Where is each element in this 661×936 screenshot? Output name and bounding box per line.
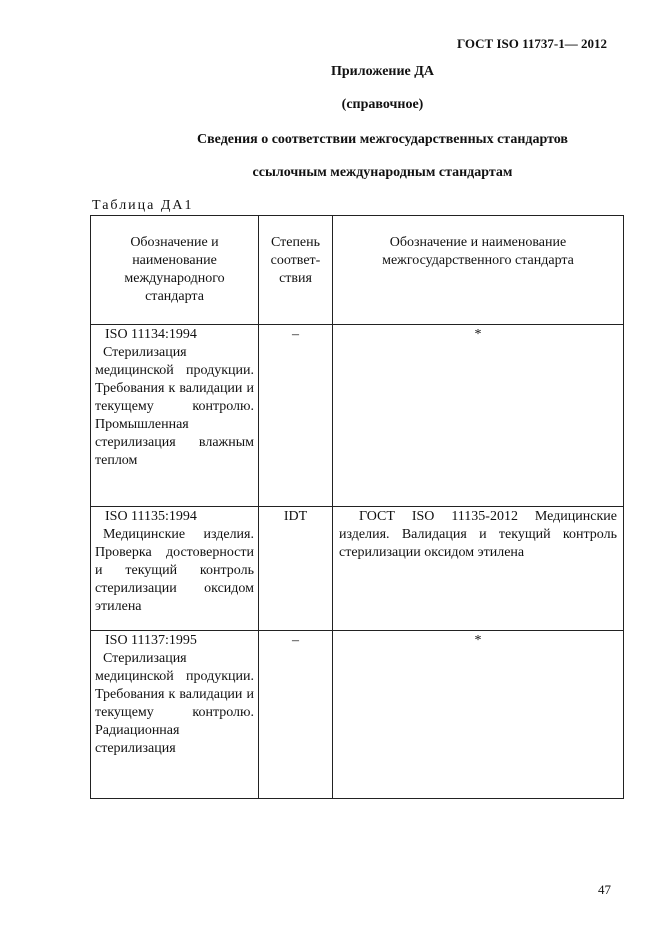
- column-header-degree: Степень соответ-ствия: [259, 216, 333, 325]
- interstate-standard-cell: *: [333, 325, 624, 507]
- table-row: [91, 325, 624, 507]
- international-standard-cell: [91, 325, 259, 507]
- annex-heading-line-1: Сведения о соответствии межгосударственных стандартов: [197, 132, 568, 147]
- column-header-international: Обозначение и наименование международного стандарта: [91, 216, 259, 325]
- table-row: [91, 631, 624, 799]
- standard-code: ISO 11135:1994: [105, 509, 197, 524]
- standard-name: Стерилизация медицинской продукции. Требования к валидации и текущему контролю. Промышленная стерилизация влажным теплом: [95, 345, 254, 468]
- interstate-standard-text: ГОСТ ISO 11135-2012 Медицинские изделия. Валидация и текущий контроль стерилизации оксидом этилена: [339, 509, 617, 560]
- degree-cell: –: [259, 631, 333, 799]
- document-code: ГОСТ ISO 11737-1— 2012: [456, 36, 607, 51]
- table-header-row: [91, 216, 624, 325]
- standard-code: ISO 11137:1995: [105, 633, 197, 648]
- international-standard-cell: [91, 507, 259, 631]
- annex-heading-line-2: ссылочным международным стандартам: [252, 165, 513, 180]
- standard-name: Стерилизация медицинской продукции. Требования к валидации и текущему контролю. Радиационная стерилизация: [95, 651, 254, 756]
- table-caption: Таблица ДА1: [92, 198, 194, 213]
- degree-cell: IDT: [259, 507, 333, 631]
- column-header-interstate: Обозначение и наименование межгосударственного стандарта: [333, 216, 624, 325]
- international-standard-cell: [91, 631, 259, 799]
- standard-code: ISO 11134:1994: [105, 327, 197, 342]
- correspondence-table: [90, 215, 624, 799]
- table-row: [91, 507, 624, 631]
- page-number: 47: [598, 882, 611, 897]
- annex-status: (справочное): [341, 97, 424, 112]
- standard-name: Медицинские изделия. Проверка достоверности и текущий контроль стерилизации оксидом этилена: [95, 527, 254, 614]
- degree-cell: –: [259, 325, 333, 507]
- interstate-standard-cell: [333, 507, 624, 631]
- interstate-standard-cell: *: [333, 631, 624, 799]
- annex-title: Приложение ДА: [330, 64, 435, 79]
